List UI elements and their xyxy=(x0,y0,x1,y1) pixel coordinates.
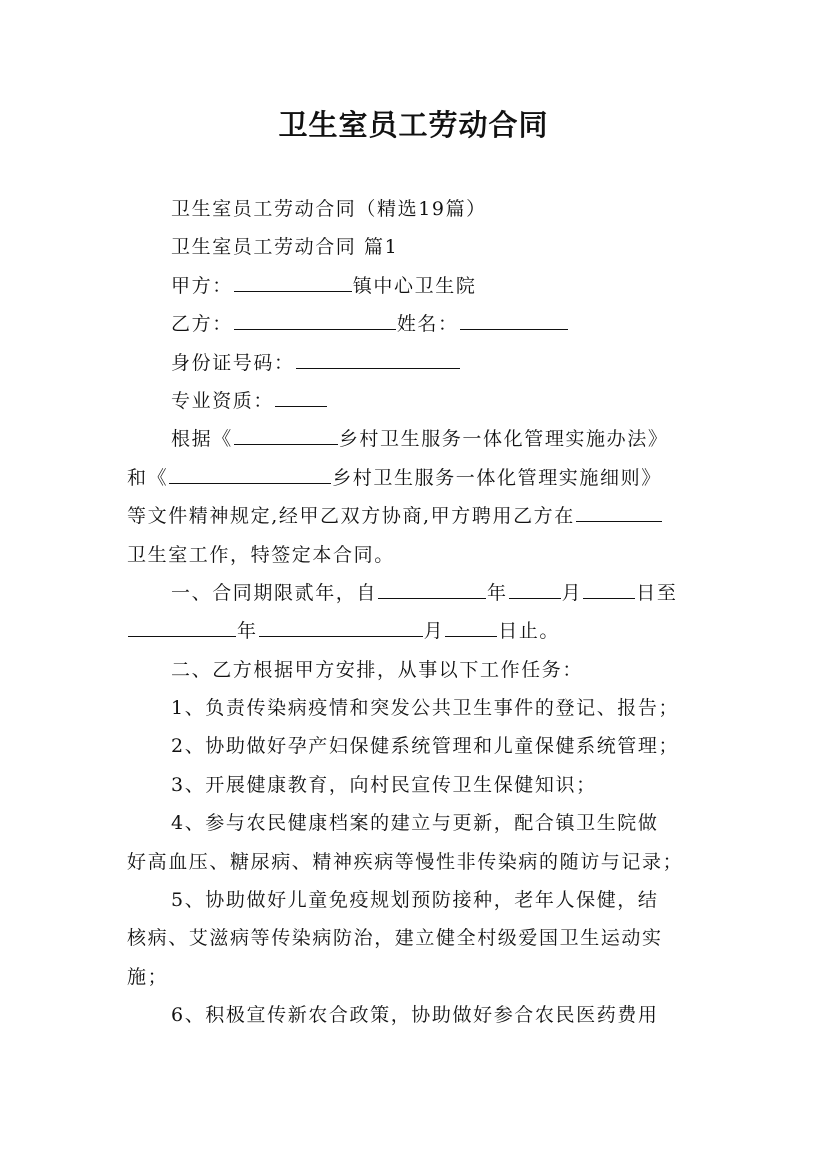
text-line xyxy=(127,843,709,881)
text-fragment: 核病、艾滋病等传染病防治，建立健全村级爱国卫生运动实 xyxy=(127,927,663,950)
name-label: 姓名： xyxy=(396,313,459,336)
task-item xyxy=(127,881,709,919)
document-title: 卫生室员工劳动合同 xyxy=(278,108,549,142)
text-line xyxy=(127,190,709,228)
text-fragment: 一、合同期限贰年，自 xyxy=(171,581,378,604)
id-number-line xyxy=(127,344,709,382)
task-item xyxy=(127,689,709,727)
text-fragment: 1、负责传染病疫情和突发公共卫生事件的登记、报告； xyxy=(171,697,680,720)
contract-term-line xyxy=(127,574,709,612)
party-b-line xyxy=(127,305,709,343)
blank-field xyxy=(259,635,423,637)
section-heading: 卫生室员工劳动合同 篇1 xyxy=(171,236,399,259)
text-line xyxy=(127,919,709,957)
blank-field xyxy=(296,367,460,369)
blank-field xyxy=(234,443,338,445)
blank-field xyxy=(509,597,561,599)
text-fragment: 年 xyxy=(237,620,258,643)
blank-field xyxy=(169,482,331,484)
party-a-label: 甲方： xyxy=(171,274,233,297)
text-fragment: 根据《 xyxy=(171,428,233,451)
qualification-line xyxy=(127,382,709,420)
text-fragment: 日止。 xyxy=(498,620,561,643)
blank-field xyxy=(460,328,568,330)
qualification-label: 专业资质： xyxy=(171,389,275,412)
text-line xyxy=(127,420,709,458)
blank-field xyxy=(128,635,236,637)
text-line xyxy=(127,459,709,497)
text-fragment: 日至 xyxy=(636,581,678,604)
document-body xyxy=(127,190,709,1035)
blank-field xyxy=(576,520,662,522)
text-fragment: 6、积极宣传新农合政策，协助做好参合农民医药费用 xyxy=(171,1004,659,1027)
text-fragment: 好高血压、糖尿病、精神疾病等慢性非传染病的随访与记录； xyxy=(127,850,684,873)
blank-field xyxy=(234,328,396,330)
blank-field xyxy=(583,597,635,599)
task-item xyxy=(127,804,709,842)
blank-field xyxy=(275,405,327,407)
text-line xyxy=(127,958,709,996)
text-fragment: 月 xyxy=(423,620,445,643)
blank-field xyxy=(234,290,352,292)
text-fragment: 和《 xyxy=(127,466,169,489)
party-a-line xyxy=(127,267,709,305)
text-fragment: 5、协助做好儿童免疫规划预防接种，老年人保健，结 xyxy=(171,889,659,912)
text-fragment: 卫生室工作，特签定本合同。 xyxy=(127,543,395,566)
id-number-label: 身份证号码： xyxy=(171,351,295,374)
text-fragment: 3、开展健康教育，向村民宣传卫生保健知识； xyxy=(171,773,597,796)
contract-term-line xyxy=(127,612,709,650)
text-line xyxy=(127,228,709,266)
text-line xyxy=(127,536,709,574)
task-item xyxy=(127,727,709,765)
text-fragment: 等文件精神规定,经甲乙双方协商,甲方聘用乙方在 xyxy=(127,505,575,528)
party-b-label: 乙方： xyxy=(171,313,233,336)
text-fragment: 乡村卫生服务一体化管理实施办法》 xyxy=(338,428,669,451)
text-fragment: 4、参与农民健康档案的建立与更新，配合镇卫生院做 xyxy=(171,812,659,835)
text-fragment: 二、乙方根据甲方安排，从事以下工作任务： xyxy=(171,658,584,681)
task-item xyxy=(127,996,709,1034)
text-line xyxy=(127,497,709,535)
text-fragment: 2、协助做好孕产妇保健系统管理和儿童保健系统管理； xyxy=(171,735,680,758)
text-fragment: 施； xyxy=(127,965,169,988)
task-item xyxy=(127,766,709,804)
text-fragment: 乡村卫生服务一体化管理实施细则》 xyxy=(332,466,662,489)
text-fragment: 月 xyxy=(561,581,583,604)
subtitle-text: 卫生室员工劳动合同（精选19篇） xyxy=(171,198,487,220)
party-a-name: 镇中心卫生院 xyxy=(352,274,477,297)
text-fragment: 年 xyxy=(487,581,508,604)
blank-field xyxy=(378,597,486,599)
blank-field xyxy=(445,635,497,637)
text-line xyxy=(127,651,709,689)
